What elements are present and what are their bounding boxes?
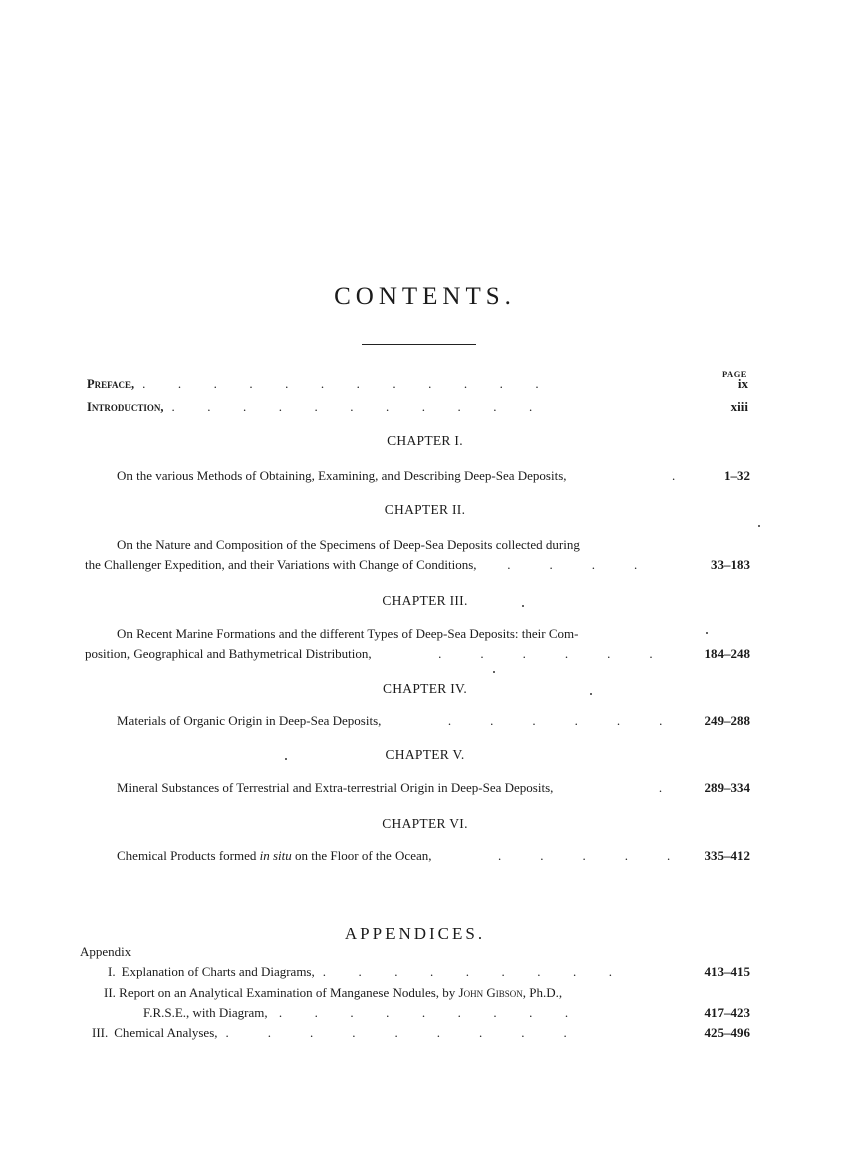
dot-leader: . . . . .: [439, 848, 671, 863]
chapter-heading: CHAPTER V.: [385, 747, 465, 762]
chapter-pages: 335–412: [704, 848, 750, 863]
appendices-title: APPENDICES.: [344, 924, 486, 943]
dot-leader: . . . . . . . . . . . .: [142, 376, 539, 391]
dot-leader: . . . . . . . . .: [275, 1005, 569, 1020]
chapter-entry: [117, 778, 687, 798]
toc-entry-introduction: [87, 397, 687, 417]
chapter-heading: CHAPTER IV.: [382, 681, 468, 696]
entry-label: Preface,: [87, 377, 135, 391]
dot-leader: . . . . . . . . . . .: [171, 399, 533, 414]
chapter-pages: 33–183: [711, 557, 750, 572]
dot-leader: . . . .: [484, 557, 638, 572]
chapter-description: On the various Methods of Obtaining, Examining, and Describing Deep-Sea Deposits,: [117, 468, 567, 483]
dot-leader: . . . . . .: [379, 646, 653, 661]
appendix-entry: [92, 1023, 687, 1043]
entry-label: Introduction,: [87, 400, 164, 414]
chapter-entry: [117, 711, 687, 731]
chapter-description: On Recent Marine Formations and the different Types of Deep-Sea Deposits: their Com-: [117, 626, 579, 641]
appendix-entry: [108, 962, 687, 982]
dot-leader: . . . . . .: [389, 713, 663, 728]
dot-leader: . . . . . . . . .: [322, 964, 612, 979]
chapter-description: Materials of Organic Origin in Deep-Sea Deposits,: [117, 713, 382, 728]
chapter-entry: [117, 466, 687, 486]
chapter-pages: 1–32: [724, 468, 750, 483]
appendix-label: Appendix: [80, 944, 132, 959]
chapter-heading: CHAPTER VI.: [382, 816, 468, 831]
chapter-heading: CHAPTER II.: [384, 502, 466, 517]
chapter-heading: CHAPTER I.: [387, 433, 463, 448]
print-speck: [706, 632, 708, 634]
chapter-pages: 249–288: [704, 713, 750, 728]
chapter-pages: 184–248: [704, 646, 750, 661]
appendix-entry-continuation: [143, 1003, 687, 1023]
chapter-description: Mineral Substances of Terrestrial and Extra-terrestrial Origin in Deep-Sea Deposits,: [117, 780, 554, 795]
title-rule: [362, 344, 476, 345]
toc-entry-preface: [87, 374, 687, 394]
dot-leader: . . . . . . . . .: [225, 1025, 567, 1040]
page-title: CONTENTS.: [334, 283, 516, 310]
appendix-description: Explanation of Charts and Diagrams,: [121, 964, 315, 979]
entry-page: xiii: [730, 399, 748, 414]
chapter-description: On the Nature and Composition of the Specimens of Deep-Sea Deposits collected during: [117, 537, 580, 552]
dot-leader: .: [561, 780, 663, 795]
print-speck: [522, 605, 524, 607]
print-speck: [758, 525, 760, 527]
appendix-description: F.R.S.E., with Diagram,: [143, 1005, 268, 1020]
description-part: on the Floor of the Ocean,: [295, 848, 432, 863]
chapter-entry: [85, 555, 687, 575]
appendix-pages: 425–496: [704, 1025, 750, 1040]
entry-page: ix: [737, 376, 748, 391]
appendix-pages: 413–415: [704, 964, 750, 979]
print-speck: [590, 693, 592, 695]
chapter-entry: [85, 644, 687, 664]
chapter-description: the Challenger Expedition, and their Variations with Change of Conditions,: [85, 557, 477, 572]
page-column-header: PAGE: [722, 369, 747, 379]
chapter-pages: 289–334: [704, 780, 750, 795]
appendix-pages: 417–423: [704, 1005, 750, 1020]
dot-leader: .: [574, 468, 676, 483]
appendix-number: III.: [92, 1025, 109, 1040]
author-name: John Gibson: [458, 985, 523, 1000]
appendix-entry: [104, 983, 562, 1003]
appendix-description: , Ph.D.,: [522, 985, 563, 1000]
appendix-number: II.: [104, 985, 116, 1000]
appendix-description: Report on an Analytical Examination of Manganese Nodules, by: [119, 985, 456, 1000]
print-speck: [285, 758, 287, 760]
chapter-heading: CHAPTER III.: [382, 593, 468, 608]
chapter-description: [117, 846, 431, 866]
chapter-description: position, Geographical and Bathymetrical Distribution,: [85, 646, 372, 661]
chapter-entry: [117, 846, 687, 866]
print-speck: [493, 671, 495, 673]
description-part: Chemical Products formed: [117, 848, 257, 863]
appendix-description: Chemical Analyses,: [114, 1025, 218, 1040]
appendix-number: I.: [108, 964, 116, 979]
description-italic: in situ: [259, 848, 292, 863]
